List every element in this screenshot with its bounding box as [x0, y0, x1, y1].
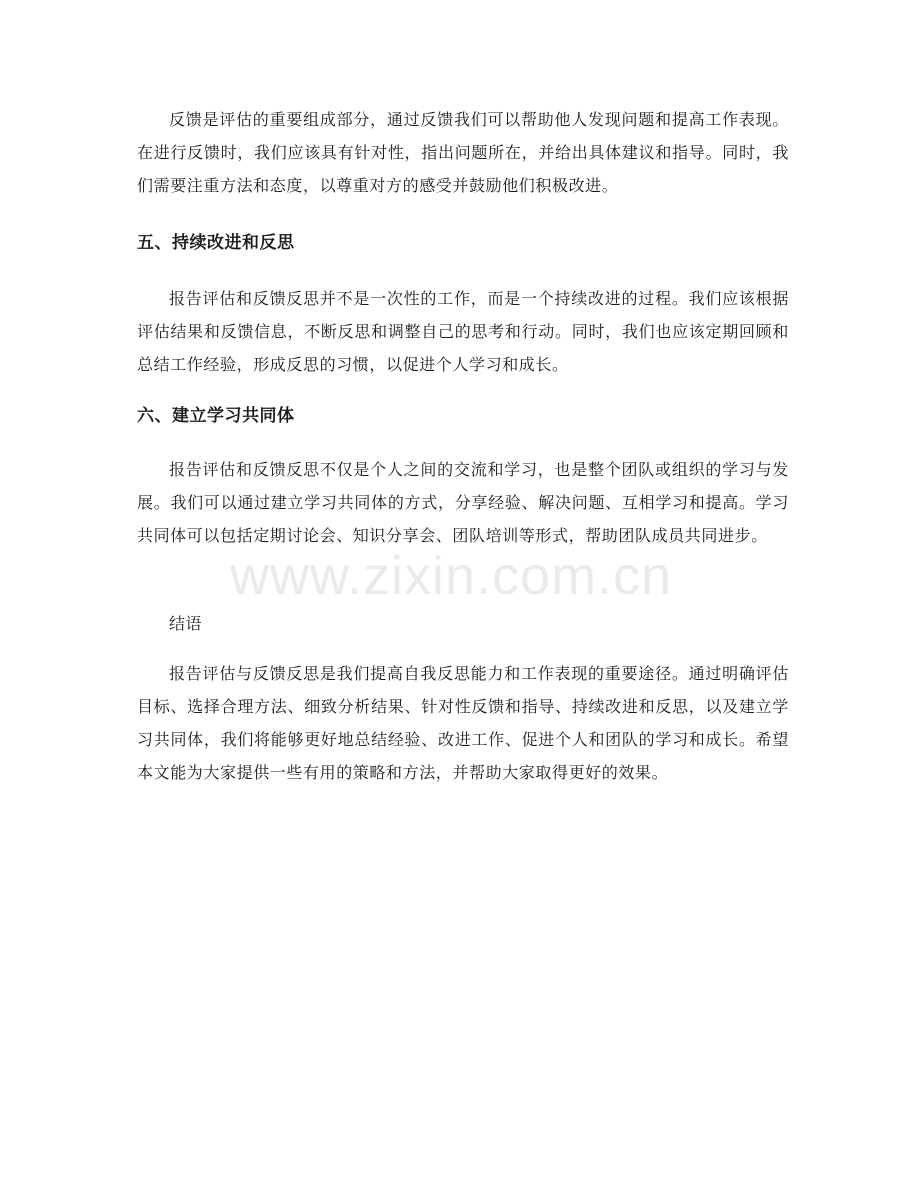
conclusion-label: 结语 [169, 614, 203, 633]
section-heading-6: 六、建立学习共同体 [137, 406, 295, 426]
paragraph-learning-community: 报告评估和反馈反思不仅是个人之间的交流和学习，也是整个团队或组织的学习与发展。我们可以通过建立学习共同体的方式，分享经验、解决问题、互相学习和提高。学习共同体可以包括定期讨论会、知识分享会、团队培训等形式，帮助团队成员共同进步。 [137, 460, 789, 545]
paragraph-continuous-improvement: 报告评估和反馈反思并不是一次性的工作，而是一个持续改进的过程。我们应该根据评估结果和反馈信息，不断反思和调整自己的思考和行动。同时，我们也应该定期回顾和总结工作经验，形成反思的习惯，以促进个人学习和成长。 [137, 289, 789, 374]
paragraph-conclusion: 报告评估与反馈反思是我们提高自我反思能力和工作表现的重要途径。通过明确评估目标、选择合理方法、细致分析结果、针对性反馈和指导、持续改进和反思，以及建立学习共同体，我们将能够更好地总结经验、改进工作、促进个人和团队的学习和成长。希望本文能为大家提供一些有用的策略和方法，并帮助大家取得更好的效果。 [137, 664, 789, 782]
watermark: www.zixin.com.cn [230, 546, 673, 606]
section-heading-5: 五、持续改进和反思 [137, 233, 295, 253]
paragraph-feedback: 反馈是评估的重要组成部分，通过反馈我们可以帮助他人发现问题和提高工作表现。在进行反馈时，我们应该具有针对性，指出问题所在，并给出具体建议和指导。同时，我们需要注重方法和态度，以尊重对方的感受并鼓励他们积极改进。 [137, 110, 789, 195]
